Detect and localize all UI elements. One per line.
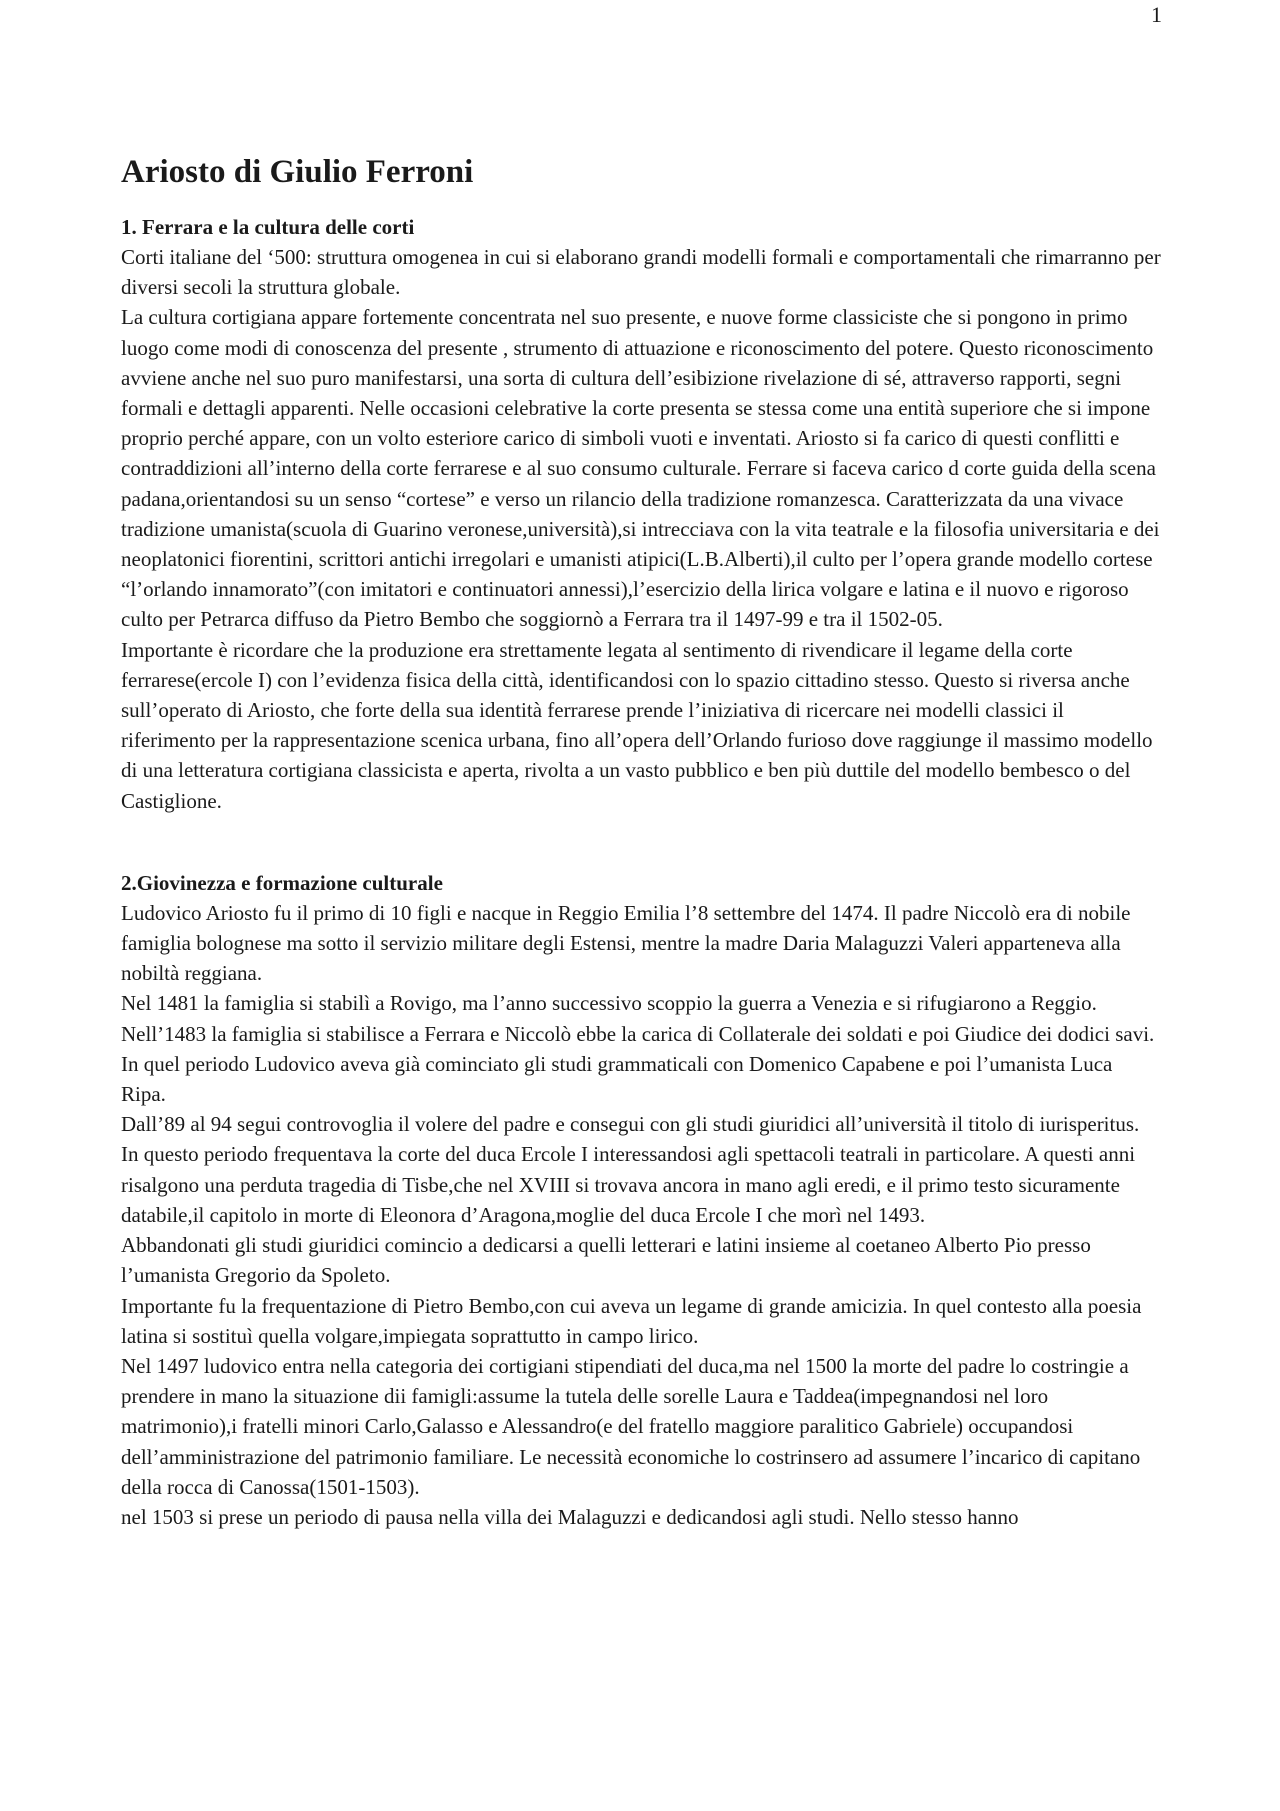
paragraph: Nel 1481 la famiglia si stabilì a Rovigo, ma l’anno successivo scoppio la guerra a Venezia e si rifugiarono a Reggio. [121, 991, 1097, 1016]
document-title: Ariosto di Giulio Ferroni [121, 154, 474, 190]
section-spacer [121, 816, 1161, 868]
paragraph: Nell’1483 la famiglia si stabilisce a Ferrara e Niccolò ebbe la carica di Collaterale dei soldati e poi Giudice dei dodici savi. In quel periodo Ludovico aveva già cominciato gli studi grammaticali con Domenico Capabene e poi l’umanista Luca Ripa. [121, 1021, 1155, 1107]
paragraph: Dall’89 al 94 segui controvoglia il volere del padre e consegui con gli studi giuridici all’università il titolo di iurisperitus. In questo periodo frequentava la corte del duca Ercole I interessandosi agli spettacoli teatrali in particolare. A questi anni risalgono una perduta tragedia di Tisbe,che nel XVIII si trovava ancora in mano agli eredi, e il primo testo sicuramente databile,il capitolo in morte di Eleonora d’Aragona,moglie del duca Ercole I che morì nel 1493. [121, 1112, 1140, 1227]
page-number: 1 [1151, 2, 1162, 27]
paragraph: nel 1503 si prese un periodo di pausa nella villa dei Malaguzzi e dedicandosi agli studi. Nello stesso hanno [121, 1504, 1019, 1529]
section-giovinezza [121, 868, 1161, 1532]
paragraph: La cultura cortigiana appare fortemente concentrata nel suo presente, e nuove forme classiciste che si pongono in primo luogo come modi di conoscenza del presente , strumento di attuazione e riconoscimento del potere. Questo riconoscimento avviene anche nel suo puro manifestarsi, una sorta di cultura dell’esibizione rivelazione di sé, attraverso rapporti, segni formali e dettagli apparenti. Nelle occasioni celebrative la corte presenta se stessa come una entità superiore che si impone proprio perché appare, con un volto esteriore carico di simboli vuoti e inventati. Ariosto si fa carico di questi conflitti e contraddizioni all’interno della corte ferrarese e al suo consumo culturale. Ferrare si faceva carico d corte guida della scena padana,orientandosi su un senso “cortese” e verso un rilancio della tradizione romanzesca. Caratterizzata da una vivace tradizione umanista(scuola di Guarino veronese,università),si intrecciava con la vita teatrale e la filosofia universitaria e dei neoplatonici fiorentini, scrittori antichi irregolari e umanisti atipici(L.B.Alberti),il culto per l’opera grande modello cortese “l’orlando innamorato”(con imitatori e continuatori annessi),l’esercizio della lirica volgare e latina e il nuovo e rigoroso culto per Petrarca diffuso da Pietro Bembo che soggiornò a Ferrara tra il 1497-99 e tra il 1502-05. [121, 305, 1160, 632]
section-heading: 1. Ferrara e la cultura delle corti [121, 215, 415, 239]
paragraph: Abbandonati gli studi giuridici comincio a dedicarsi a quelli letterari e latini insieme al coetaneo Alberto Pio presso l’umanista Gregorio da Spoleto. [121, 1233, 1091, 1288]
paragraph: Nel 1497 ludovico entra nella categoria dei cortigiani stipendiati del duca,ma nel 1500 la morte del padre lo costringie a prendere in mano la situazione dii famigli:assume la tutela delle sorelle Laura e Taddea(impegnandosi nel loro matrimonio),i fratelli minori Carlo,Galasso e Alessandro(e del fratello maggiore paralitico Gabriele) occupandosi dell’amministrazione del patrimonio familiare. Le necessità economiche lo costrinsero ad assumere l’incarico di capitano della rocca di Canossa(1501-1503). [121, 1353, 1141, 1499]
section-heading: 2.Giovinezza e formazione culturale [121, 870, 443, 895]
paragraph: Importante fu la frequentazione di Pietro Bembo,con cui aveva un legame di grande amicizia. In quel contesto alla poesia latina si sostituì quella volgare,impiegata soprattutto in campo lirico. [121, 1293, 1142, 1348]
paragraph: Ludovico Ariosto fu il primo di 10 figli e nacque in Reggio Emilia l’8 settembre del 1474. Il padre Niccolò era di nobile famiglia bolognese ma sotto il servizio militare degli Estensi, mentre la madre Daria Malaguzzi Valeri apparteneva alla nobiltà reggiana. [121, 900, 1131, 986]
document-body [121, 150, 1161, 1532]
paragraph: Importante è ricordare che la produzione era strettamente legata al sentimento di rivendicare il legame della corte ferrarese(ercole I) con l’evidenza fisica della città, identificandosi con lo spazio cittadino stesso. Questo si riversa anche sull’operato di Ariosto, che forte della sua identità ferrarese prende l’iniziativa di ricercare nei modelli classici il riferimento per la rappresentazione scenica urbana, fino all’opera dell’Orlando furioso dove raggiunge il massimo modello di una letteratura cortigiana classicista e aperta, rivolta a un vasto pubblico e ben più duttile del modello bembesco o del Castiglione. [121, 637, 1153, 813]
paragraph: Corti italiane del ‘500: struttura omogenea in cui si elaborano grandi modelli formali e comportamentali che rimarranno per diversi secoli la struttura globale. [121, 245, 1161, 300]
section-ferrara [121, 212, 1161, 816]
